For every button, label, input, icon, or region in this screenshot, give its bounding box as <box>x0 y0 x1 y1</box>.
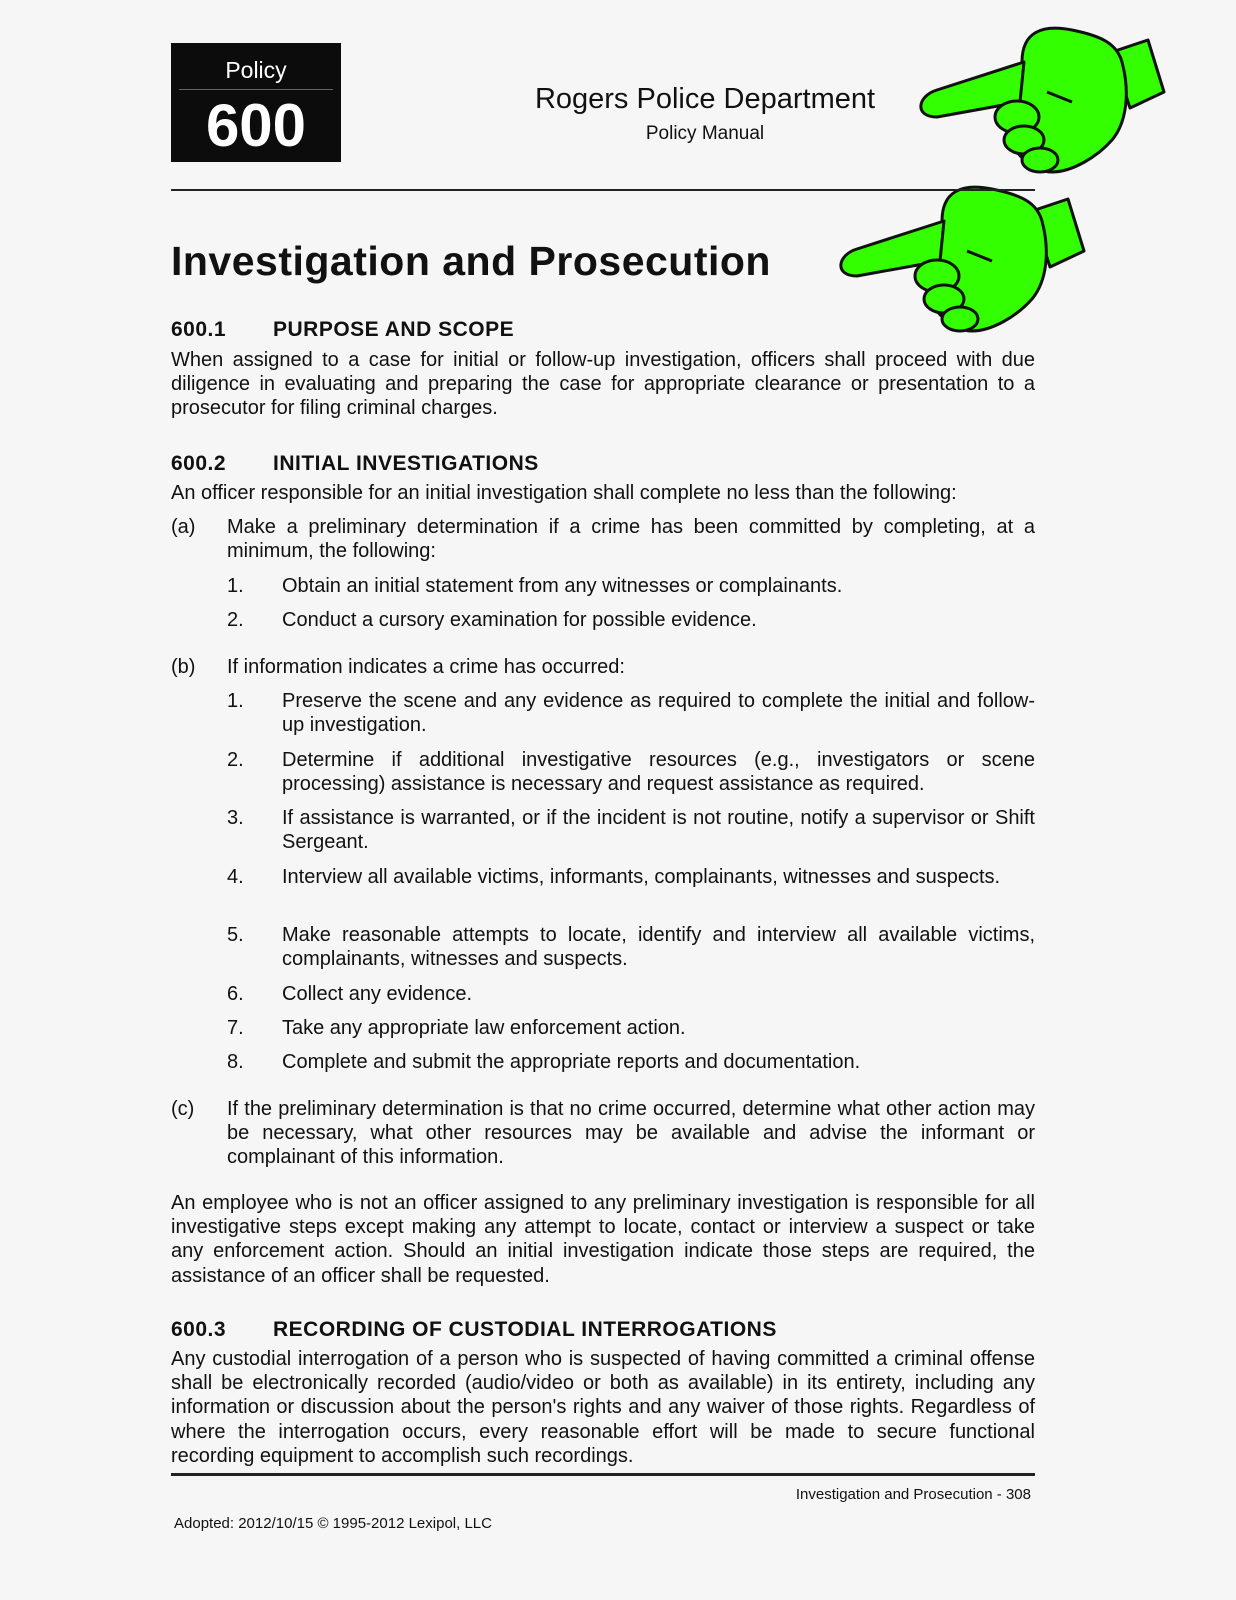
list-text: If the preliminary determination is that no crime occurred, determine what other action may be necessary, what other resources may be available and advise the informant or complainant of this information. <box>227 1098 1035 1169</box>
list-text: If assistance is warranted, or if the incident is not routine, notify a supervisor or Shift Sergeant. <box>282 807 1035 854</box>
list-marker: 4. <box>227 866 244 888</box>
section-heading <box>171 1318 777 1342</box>
adopted-note: Adopted: 2012/10/15 © 1995-2012 Lexipol, LLC <box>174 1515 492 1532</box>
list-text: Preserve the scene and any evidence as required to complete the initial and follow-up investigation. <box>282 690 1035 737</box>
page-footer-label: Investigation and Prosecution - 308 <box>795 1486 1031 1503</box>
section-title: PURPOSE AND SCOPE <box>273 318 515 341</box>
list-marker: 7. <box>227 1017 244 1039</box>
pointing-hand-icon <box>832 181 1088 337</box>
footer-rule <box>171 1473 1035 1476</box>
section-number: 600.1 <box>171 318 227 341</box>
list-text: Complete and submit the appropriate reports and documentation. <box>282 1051 861 1073</box>
header-rule <box>171 189 1035 191</box>
list-marker: (a) <box>171 516 196 538</box>
manual-name: Policy Manual <box>645 123 765 144</box>
section-heading <box>171 318 514 342</box>
paragraph: Any custodial interrogation of a person who is suspected of having committed a criminal offense shall be electronically recorded (audio/video or both as available) in its entirety, including any information or discussion about the person's rights and any waiver of those rights. Regardless of where the interrogation occurs, every reasonable effort will be made to secure functional recording equipment to accomplish such recordings. <box>171 1348 1035 1467</box>
section-heading <box>171 452 539 476</box>
list-marker: (c) <box>171 1098 195 1120</box>
policy-label: Policy <box>225 57 287 83</box>
list-marker: 6. <box>227 983 244 1005</box>
list-text: Determine if additional investigative resources (e.g., investigators or scene processing) assistance is necessary and request assistance as required. <box>282 749 1035 796</box>
page-title: Investigation and Prosecution <box>171 238 771 284</box>
list-text: Make reasonable attempts to locate, identify and interview all available victims, complainants, witnesses and suspects. <box>282 924 1035 971</box>
section-title: INITIAL INVESTIGATIONS <box>273 452 539 475</box>
divider <box>179 89 333 90</box>
section-number: 600.2 <box>171 452 227 475</box>
list-text: If information indicates a crime has occurred: <box>227 656 625 678</box>
paragraph: When assigned to a case for initial or follow-up investigation, officers shall proceed with due diligence in evaluating and preparing the case for appropriate clearance or presentation to a prosecutor for filing criminal charges. <box>171 349 1035 420</box>
paragraph: An officer responsible for an initial investigation shall complete no less than the following: <box>171 482 957 504</box>
list-marker: 2. <box>227 749 244 771</box>
department-name: Rogers Police Department <box>534 83 876 115</box>
list-text: Take any appropriate law enforcement action. <box>282 1017 686 1039</box>
list-marker: 5. <box>227 924 244 946</box>
list-text: Conduct a cursory examination for possible evidence. <box>282 609 757 631</box>
list-text: Collect any evidence. <box>282 983 473 1005</box>
list-marker: 8. <box>227 1051 244 1073</box>
section-number: 600.3 <box>171 1318 227 1341</box>
policy-badge <box>171 43 341 162</box>
policy-number: 600 <box>205 92 307 159</box>
section-title: RECORDING OF CUSTODIAL INTERROGATIONS <box>273 1318 777 1341</box>
list-marker: 2. <box>227 609 244 631</box>
list-marker: 1. <box>227 575 244 597</box>
list-text: Make a preliminary determination if a crime has been committed by completing, at a minimum, the following: <box>227 516 1035 563</box>
list-marker: 1. <box>227 690 244 712</box>
list-text: Obtain an initial statement from any witnesses or complainants. <box>282 575 843 597</box>
list-marker: (b) <box>171 656 196 678</box>
list-marker: 3. <box>227 807 244 829</box>
pointing-hand-icon <box>912 22 1168 178</box>
list-text: Interview all available victims, informants, complainants, witnesses and suspects. <box>282 866 1001 888</box>
paragraph: An employee who is not an officer assigned to any preliminary investigation is responsible for all investigative steps except making any attempt to locate, contact or interview a suspect or take any enforcement action. Should an initial investigation indicate those steps are required, the assistance of an officer shall be requested. <box>171 1192 1035 1287</box>
